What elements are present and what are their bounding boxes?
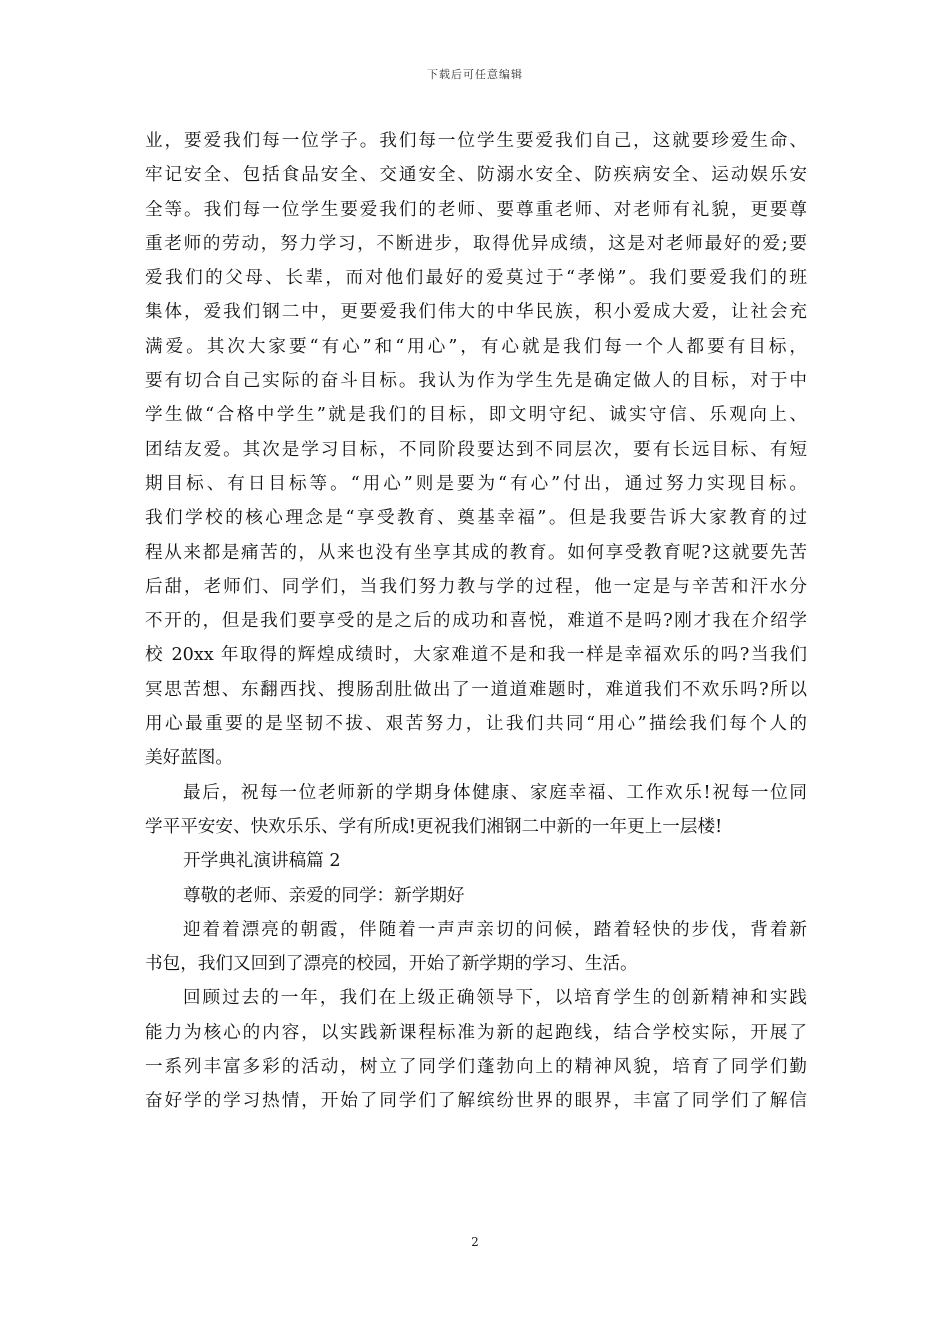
text-line: 学平平安安、快欢乐乐、学有所成!更祝我们湘钢二中新的一年更上一层楼! (145, 816, 723, 837)
page-header: 下载后可任意编辑 (427, 68, 523, 81)
text-line: 奋好学的学习热情，开始了同学们了解缤纷世界的眼界，丰富了同学们了解信 (145, 1091, 807, 1112)
text-line: 全等。我们每一位学生要爱我们的老师、要尊重老师、对老师有礼貌，更要尊 (145, 199, 807, 220)
text-line: 集体，爱我们钢二中，更要爱我们伟大的中华民族，积小爱成大爱，让社会充 (145, 302, 807, 323)
text-line: 不开的，但是我们要享受的是之后的成功和喜悦，难道不是吗?刚才我在介绍学 (145, 611, 807, 632)
text-line: 美好蓝图。 (145, 748, 233, 769)
text-line: 牢记安全、包括食品安全、交通安全、防溺水安全、防疾病安全、运动娱乐安 (145, 165, 807, 186)
text-line: 要有切合自己实际的奋斗目标。我认为作为学生先是确定做人的目标，对于中 (145, 371, 807, 392)
text-line: 爱我们的父母、长辈，而对他们最好的爱莫过于“孝悌”。我们要爱我们的班 (145, 268, 807, 289)
text-line: 业，要爱我们每一位学子。我们每一位学生要爱我们自己，这就要珍爱生命、 (145, 131, 807, 151)
text-line: 用心最重要的是坚韧不拔、艰苦努力，让我们共同“用心”描绘我们每个人的 (145, 714, 807, 735)
text-line: 校 20xx 年取得的辉煌成绩时，大家难道不是和我一样是幸福欢乐的吗?当我们 (145, 645, 807, 666)
text-line: 回顾过去的一年，我们在上级正确领导下，以培育学生的创新精神和实践 (183, 988, 807, 1009)
text-line: 期目标、有日目标等。“用心”则是要为“有心”付出，通过努力实现目标。 (145, 473, 807, 494)
text-line: 程从来都是痛苦的，从来也没有坐享其成的教育。如何享受教育呢?这就要先苦 (145, 542, 807, 563)
text-line: 最后，祝每一位老师新的学期身体健康、家庭幸福、工作欢乐!祝每一位同 (183, 782, 807, 803)
text-line: 学生做“合格中学生”就是我们的目标，即文明守纪、诚实守信、乐观向上、 (145, 405, 807, 426)
text-line: 迎着着漂亮的朝霞，伴随着一声声亲切的问候，踏着轻快的步伐，背着新 (183, 919, 807, 940)
page-number: 2 (471, 1235, 479, 1249)
salutation: 尊敬的老师、亲爱的同学：新学期好 (183, 885, 465, 906)
document-body (145, 124, 807, 1119)
text-line: 重老师的劳动，努力学习，不断进步，取得优异成绩，这是对老师最好的爱;要 (145, 233, 807, 254)
text-line: 书包，我们又回到了漂亮的校园，开始了新学期的学习、生活。 (145, 954, 638, 975)
text-line: 能力为核心的内容，以实践新课程标准为新的起跑线，结合学校实际，开展了 (145, 1022, 807, 1043)
text-line: 一系列丰富多彩的活动，树立了同学们蓬勃向上的精神风貌，培育了同学们勤 (145, 1057, 807, 1078)
text-line: 冥思苦想、东翻西找、搜肠刮肚做出了一道道难题时，难道我们不欢乐吗?所以 (145, 679, 807, 700)
section-heading: 开学典礼演讲稿篇 2 (183, 851, 341, 872)
text-line: 团结友爱。其次是学习目标，不同阶段要达到不同层次，要有长远目标、有短 (145, 439, 807, 460)
text-line: 我们学校的核心理念是“享受教育、奠基幸福”。但是我要告诉大家教育的过 (145, 508, 807, 529)
text-line: 满爱。其次大家要“有心”和“用心”，有心就是我们每一个人都要有目标， (145, 336, 807, 357)
text-line: 后甜，老师们、同学们，当我们努力教与学的过程，他一定是与辛苦和汗水分 (145, 576, 807, 597)
